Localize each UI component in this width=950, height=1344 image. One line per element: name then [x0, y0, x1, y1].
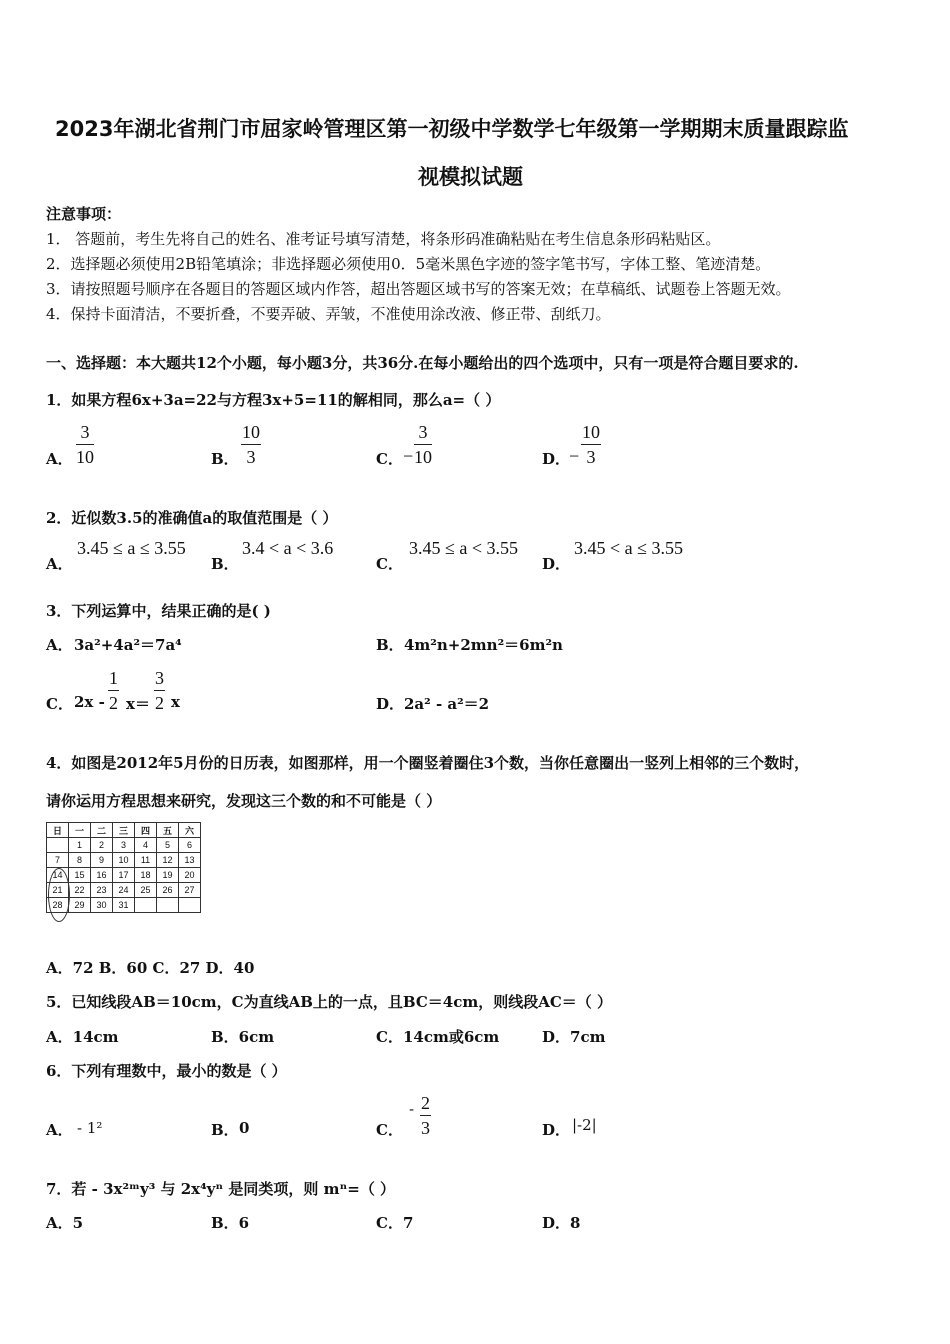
denominator: 2	[109, 693, 118, 713]
notice-item-1: 1． 答题前，考生先将自己的姓名、准考证号填写清楚，将条形码准确粘贴在考生信息条形码粘贴区。	[46, 230, 721, 248]
question-4-stem-line2: 请你运用方程思想来研究，发现这三个数的和不可能是（ ）	[46, 792, 442, 810]
q2-option-a-label: A．	[46, 555, 73, 573]
question-6-stem: 6．下列有理数中，最小的数是（ ）	[46, 1062, 287, 1080]
q7-option-a: A．5	[46, 1214, 84, 1232]
calendar-cell: 10	[113, 853, 135, 868]
section-heading: 一、选择题：本大题共12个小题，每小题3分，共36分.在每小题给出的四个选项中，只有一项是符合题目要求的.	[46, 354, 799, 372]
q1-option-c-sign: −	[403, 446, 414, 466]
calendar-cell	[47, 838, 69, 853]
calendar-cell: 3	[113, 838, 135, 853]
calendar-cell: 六	[179, 823, 201, 838]
denominator: 3	[246, 447, 256, 467]
denominator: 10	[76, 447, 94, 467]
numerator: 10	[242, 422, 260, 442]
question-3-stem: 3．下列运算中，结果正确的是( )	[46, 602, 271, 620]
q2-option-d: 3.45 < a ≤ 3.55	[574, 538, 684, 558]
q6-option-d-label: D．	[542, 1121, 571, 1139]
calendar-cell: 11	[135, 853, 157, 868]
calendar-cell: 四	[135, 823, 157, 838]
calendar-cell: 二	[91, 823, 113, 838]
page-title-line1: 2023年湖北省荆门市屈家岭管理区第一初级中学数学七年级第一学期期末质量跟踪监	[55, 117, 849, 141]
q6-option-c-label: C．	[376, 1121, 403, 1139]
q6-option-a-label: A．	[46, 1121, 73, 1139]
q3-option-b: 4m²n+2mn²＝6m²n	[404, 636, 563, 654]
numerator: 10	[582, 422, 600, 442]
q7-option-c: C．7	[376, 1214, 414, 1232]
q3-option-c-label: C．	[46, 695, 73, 713]
q3-option-c-pre: 2x -	[74, 693, 105, 711]
q1-option-a-fraction	[76, 423, 94, 466]
q1-option-d-fraction	[581, 423, 601, 466]
q5-option-d: D．7cm	[542, 1028, 606, 1046]
q3-option-d: 2a² - a²＝2	[404, 695, 490, 713]
q6-option-b: 0	[239, 1119, 250, 1137]
calendar-cell: 8	[69, 853, 91, 868]
calendar-cell: 28	[47, 898, 69, 913]
q3-option-d-label: D．	[376, 695, 405, 713]
question-4-stem-line1: 4．如图是2012年5月份的日历表，如图那样，用一个圈竖着圈住3个数，当你任意圈出一竖列上相邻的三个数时，	[46, 754, 810, 772]
question-2-stem: 2．近似数3.5的准确值a的取值范围是（ ）	[46, 509, 338, 527]
q6-option-a: - 1²	[77, 1119, 103, 1137]
calendar-cell: 18	[135, 868, 157, 883]
calendar-cell: 9	[91, 853, 113, 868]
q2-option-c-label: C．	[376, 555, 403, 573]
q1-option-c-label: C．	[376, 450, 403, 468]
notice-heading: 注意事项：	[46, 205, 122, 223]
calendar-row	[47, 853, 201, 868]
notice-item-4: 4．保持卡面清洁，不要折叠，不要弄破、弄皱，不准使用涂改液、修正带、刮纸刀。	[46, 305, 611, 323]
question-5-stem: 5．已知线段AB＝10cm，C为直线AB上的一点，且BC＝4cm，则线段AC＝（ ）	[46, 993, 613, 1011]
calendar-cell: 7	[47, 853, 69, 868]
calendar-cell: 23	[91, 883, 113, 898]
q2-option-c: 3.45 ≤ a < 3.55	[409, 538, 519, 558]
calendar-cell	[157, 898, 179, 913]
q1-option-b-label: B．	[211, 450, 239, 468]
denominator: 3	[586, 447, 596, 467]
calendar-circle-mark	[48, 868, 70, 922]
calendar-cell: 31	[113, 898, 135, 913]
q6-option-c-fraction	[420, 1094, 431, 1137]
q6-option-c-sign: -	[409, 1100, 415, 1118]
calendar-cell: 19	[157, 868, 179, 883]
q3-option-a-label: A．	[46, 636, 73, 654]
numerator: 3	[155, 668, 164, 688]
q2-option-d-label: D．	[542, 555, 571, 573]
q3-option-c-fraction-2	[154, 669, 165, 712]
numerator: 3	[418, 422, 428, 442]
q5-option-b: B．6cm	[211, 1028, 275, 1046]
calendar-cell: 20	[179, 868, 201, 883]
calendar-cell: 2	[91, 838, 113, 853]
denominator: 2	[155, 693, 164, 713]
calendar-cell: 5	[157, 838, 179, 853]
question-1-stem: 1．如果方程6x+3a=22与方程3x+5=11的解相同，那么a=（ ）	[46, 391, 501, 409]
calendar-cell: 12	[157, 853, 179, 868]
calendar-cell: 6	[179, 838, 201, 853]
question-7-stem: 7．若 - 3x²ᵐy³ 与 2x⁴yⁿ 是同类项，则 mⁿ=（ ）	[46, 1180, 396, 1198]
calendar-cell: 1	[69, 838, 91, 853]
calendar-cell: 日	[47, 823, 69, 838]
q3-option-b-label: B．	[376, 636, 404, 654]
calendar-cell: 24	[113, 883, 135, 898]
calendar-cell: 13	[179, 853, 201, 868]
q3-option-c-post: x	[171, 693, 180, 711]
calendar-cell: 30	[91, 898, 113, 913]
numerator: 3	[80, 422, 90, 442]
calendar-row	[47, 868, 201, 883]
numerator: 2	[421, 1093, 430, 1113]
q1-option-c-fraction	[414, 423, 432, 466]
q3-option-a: 3a²+4a²＝7a⁴	[74, 636, 182, 654]
page-title-line2: 视模拟试题	[418, 165, 523, 189]
q1-option-d-label: D．	[542, 450, 571, 468]
calendar-cell: 29	[69, 898, 91, 913]
calendar-cell: 一	[69, 823, 91, 838]
calendar-cell: 25	[135, 883, 157, 898]
calendar-figure	[46, 822, 201, 913]
calendar-cell	[135, 898, 157, 913]
calendar-row	[47, 838, 201, 853]
q2-option-b-label: B．	[211, 555, 239, 573]
denominator: 3	[421, 1118, 430, 1138]
calendar-cell	[179, 898, 201, 913]
q6-option-d: |-2|	[572, 1116, 597, 1134]
calendar-cell: 14	[47, 868, 69, 883]
calendar-cell: 26	[157, 883, 179, 898]
q5-option-c: C．14cm或6cm	[376, 1028, 500, 1046]
calendar-cell: 22	[69, 883, 91, 898]
q2-option-a: 3.45 ≤ a ≤ 3.55	[77, 538, 186, 558]
calendar-header-row	[47, 823, 201, 838]
q1-option-d-sign: −	[569, 446, 580, 466]
q7-option-b: B．6	[211, 1214, 250, 1232]
calendar-cell: 4	[135, 838, 157, 853]
calendar-cell: 16	[91, 868, 113, 883]
q1-option-a-label: A．	[46, 450, 73, 468]
notice-item-3: 3．请按照题号顺序在各题目的答题区域内作答，超出答题区域书写的答案无效；在草稿纸、试题卷上答题无效。	[46, 280, 791, 298]
numerator: 1	[109, 668, 118, 688]
q2-option-b: 3.4 < a < 3.6	[242, 538, 334, 558]
q5-option-a: A．14cm	[46, 1028, 119, 1046]
calendar-cell: 27	[179, 883, 201, 898]
question-4-options: A．72 B．60 C．27 D．40	[46, 959, 255, 977]
calendar-cell: 15	[69, 868, 91, 883]
q6-option-b-label: B．	[211, 1121, 239, 1139]
q3-option-c-fraction-1	[108, 669, 119, 712]
q3-option-c-mid: x＝	[126, 695, 150, 713]
denominator: 10	[414, 447, 432, 467]
notice-item-2: 2．选择题必须使用2B铅笔填涂；非选择题必须使用0．5毫米黑色字迹的签字笔书写，字体工整、笔迹清楚。	[46, 255, 771, 273]
calendar-cell: 17	[113, 868, 135, 883]
calendar-cell: 21	[47, 883, 69, 898]
q7-option-d: D．8	[542, 1214, 581, 1232]
q1-option-b-fraction	[241, 423, 261, 466]
calendar-cell: 五	[157, 823, 179, 838]
calendar-cell: 三	[113, 823, 135, 838]
